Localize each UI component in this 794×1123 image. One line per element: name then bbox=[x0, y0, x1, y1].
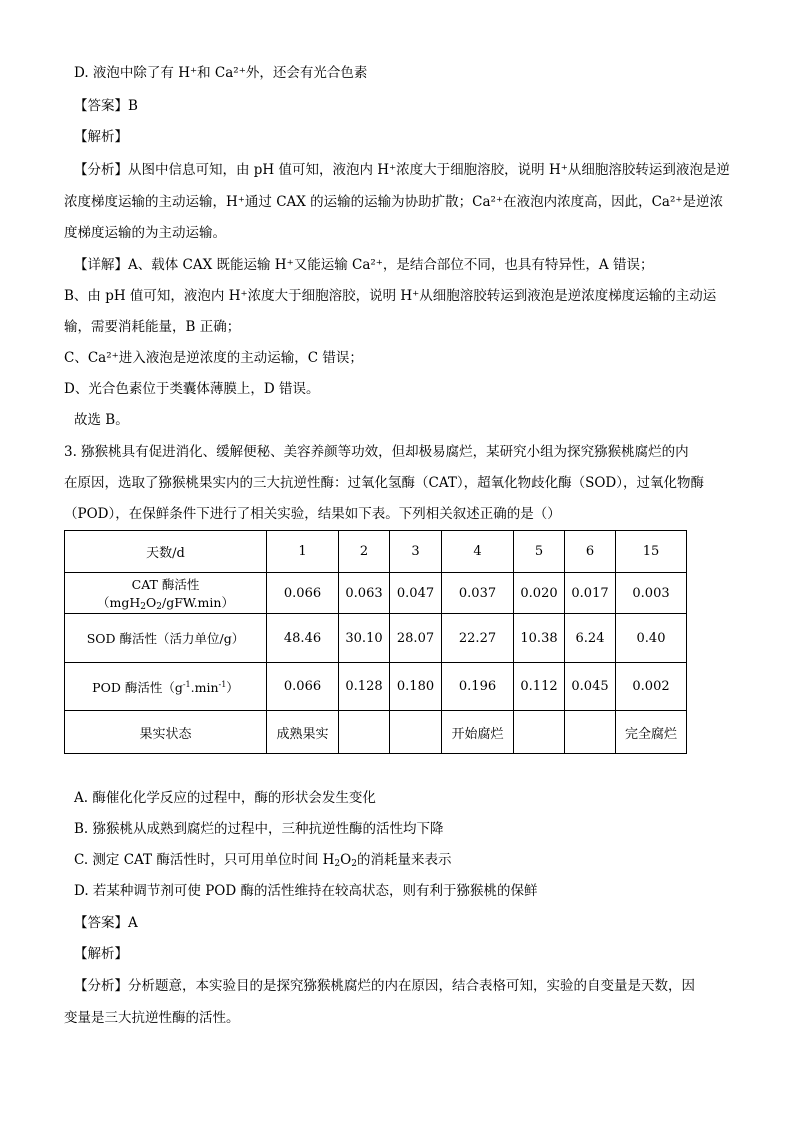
state-value bbox=[390, 711, 442, 754]
cat-label bbox=[65, 573, 267, 614]
analysis-heading: 【解析】 bbox=[74, 129, 128, 145]
cat-label-o: O bbox=[146, 594, 157, 610]
analysis-heading-2: 【解析】 bbox=[74, 946, 128, 962]
sod-label: SOD 酶活性（活力单位/g） bbox=[65, 614, 267, 663]
cat-value: 0.020 bbox=[514, 573, 565, 614]
analysis-line-2: 浓度梯度运输的主动运输，H⁺通过 CAX 的运输的运输为协助扩散；Ca²⁺在液泡内浓度高，因此，Ca²⁺是逆浓 bbox=[64, 194, 724, 210]
option-c-sub1: 2 bbox=[334, 859, 341, 869]
cat-value: 0.003 bbox=[616, 573, 687, 614]
pod-label-pre: POD 酶活性（g bbox=[92, 679, 183, 695]
option-b: B. 猕猴桃从成熟到腐烂的过程中，三种抗逆性酶的活性均下降 bbox=[74, 821, 444, 837]
detail-line-2: B、由 pH 值可知，液泡内 H⁺浓度大于细胞溶胶，说明 H⁺从细胞溶胶转运到液泡是逆浓度梯度运输的主动运 bbox=[64, 288, 717, 304]
state-value: 开始腐烂 bbox=[442, 711, 514, 754]
pod-label-sup2: -1 bbox=[218, 679, 227, 689]
pod-value: 0.128 bbox=[339, 663, 390, 711]
pod-value: 0.002 bbox=[616, 663, 687, 711]
table-row-sod bbox=[65, 614, 687, 663]
answer-2: 【答案】A bbox=[74, 915, 138, 931]
enzyme-activity-table bbox=[64, 530, 687, 754]
cat-value: 0.066 bbox=[267, 573, 339, 614]
day-cell: 15 bbox=[616, 531, 687, 573]
option-a: A. 酶催化化学反应的过程中，酶的形状会发生变化 bbox=[74, 790, 376, 806]
day-cell: 5 bbox=[514, 531, 565, 573]
question-3-line-3: （POD），在保鲜条件下进行了相关实验，结果如下表。下列相关叙述正确的是（） bbox=[64, 506, 561, 522]
cat-label-sub1: 2 bbox=[140, 601, 147, 612]
pod-value: 0.045 bbox=[565, 663, 616, 711]
state-value: 成熟果实 bbox=[267, 711, 339, 754]
answer-line: 【答案】B bbox=[74, 98, 138, 114]
option-c bbox=[74, 849, 451, 875]
detail-line-4: C、Ca²⁺进入液泡是逆浓度的主动运输，C 错误； bbox=[64, 350, 363, 366]
option-c-sub2: 2 bbox=[351, 859, 357, 869]
table-row-cat bbox=[65, 573, 687, 614]
sod-value: 22.27 bbox=[442, 614, 514, 663]
detail-line-5: D、光合色素位于类囊体薄膜上，D 错误。 bbox=[64, 381, 320, 397]
state-value bbox=[514, 711, 565, 754]
detail-line-3: 输，需要消耗能量，B 正确； bbox=[64, 319, 241, 335]
option-d-line: D. 液泡中除了有 H⁺和 Ca²⁺外，还会有光合色素 bbox=[74, 65, 368, 81]
sod-value: 28.07 bbox=[390, 614, 442, 663]
pod-label-mid: .min bbox=[190, 679, 219, 695]
cat-label-post: /gFW.min） bbox=[162, 594, 234, 610]
cat-value: 0.063 bbox=[339, 573, 390, 614]
option-d: D. 若某种调节剂可使 POD 酶的活性维持在较高状态，则有利于猕猴桃的保鲜 bbox=[74, 883, 538, 899]
question-3-line-2: 在原因，选取了猕猴桃果实内的三大抗逆性酶：过氧化氢酶（CAT），超氧化物歧化酶（SOD），过氧化物酶 bbox=[64, 475, 704, 491]
day-cell: 3 bbox=[390, 531, 442, 573]
sod-value: 48.46 bbox=[267, 614, 339, 663]
days-header: 天数/d bbox=[65, 531, 267, 573]
cat-value: 0.037 bbox=[442, 573, 514, 614]
pod-label-sup1: -1 bbox=[182, 679, 191, 689]
pod-value: 0.196 bbox=[442, 663, 514, 711]
table-row-state bbox=[65, 711, 687, 754]
state-label: 果实状态 bbox=[65, 711, 267, 754]
sod-value: 10.38 bbox=[514, 614, 565, 663]
state-value bbox=[339, 711, 390, 754]
day-cell: 4 bbox=[442, 531, 514, 573]
day-cell: 2 bbox=[339, 531, 390, 573]
option-c-pre: C. 测定 CAT 酶活性时，只可用单位时间 H bbox=[74, 852, 335, 868]
detail-line-1: 【详解】A、载体 CAX 既能运输 H⁺又能运输 Ca²⁺，是结合部位不同，也具有特异性，A 错误； bbox=[74, 257, 654, 273]
pod-label-post: ） bbox=[226, 679, 239, 695]
table-row-days bbox=[65, 531, 687, 573]
analysis-line-3: 度梯度运输的为主动运输。 bbox=[64, 225, 226, 241]
analysis-2-line-2: 变量是三大抗逆性酶的活性。 bbox=[64, 1010, 240, 1026]
sod-value: 30.10 bbox=[339, 614, 390, 663]
pod-value: 0.112 bbox=[514, 663, 565, 711]
table-row-pod bbox=[65, 663, 687, 711]
question-3-line-1: 3. 猕猴桃具有促进消化、缓解便秘、美容养颜等功效，但却极易腐烂，某研究小组为探究猕猴桃腐烂的内 bbox=[64, 444, 689, 460]
option-c-o: O bbox=[340, 852, 352, 868]
option-c-post: 的消耗量来表示 bbox=[356, 852, 452, 868]
sod-value: 0.40 bbox=[616, 614, 687, 663]
pod-value: 0.180 bbox=[390, 663, 442, 711]
state-value: 完全腐烂 bbox=[616, 711, 687, 754]
choose-line: 故选 B。 bbox=[74, 412, 129, 428]
sod-value: 6.24 bbox=[565, 614, 616, 663]
cat-label-sub2: 2 bbox=[156, 601, 163, 612]
analysis-2-line-1: 【分析】分析题意，本实验目的是探究猕猴桃腐烂的内在原因，结合表格可知，实验的自变量是天数，因 bbox=[74, 978, 695, 994]
cat-label-pre: CAT 酶活性（mgH bbox=[97, 576, 200, 610]
analysis-line-1: 【分析】从图中信息可知，由 pH 值可知，液泡内 H⁺浓度大于细胞溶胶，说明 H⁺从细胞溶胶转运到液泡是逆 bbox=[74, 162, 730, 178]
day-cell: 6 bbox=[565, 531, 616, 573]
state-value bbox=[565, 711, 616, 754]
cat-value: 0.047 bbox=[390, 573, 442, 614]
cat-value: 0.017 bbox=[565, 573, 616, 614]
day-cell: 1 bbox=[267, 531, 339, 573]
pod-label bbox=[65, 663, 267, 711]
pod-value: 0.066 bbox=[267, 663, 339, 711]
